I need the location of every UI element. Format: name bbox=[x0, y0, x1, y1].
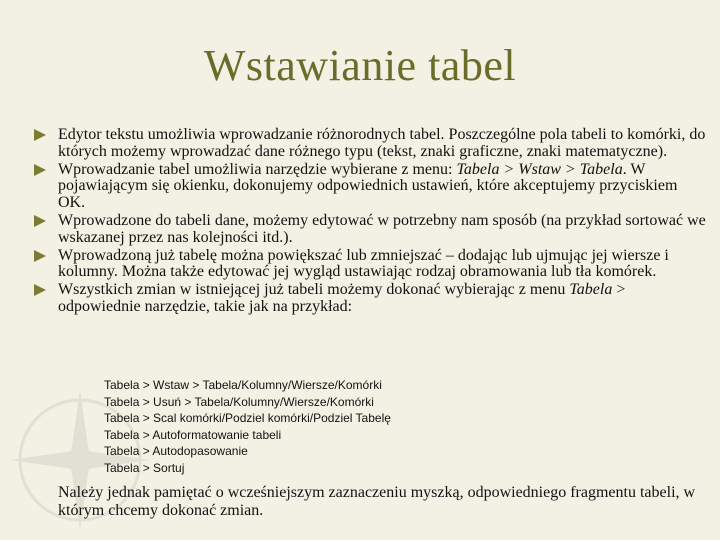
bullet-list bbox=[34, 127, 706, 317]
bullet-text: Wprowadzoną już tabelę można powiększać lub zmniejszać – dodając lub ujmując jej wiersze i kolumny. Można także edytować jej wygląd ustawiając rodzaj obramowania lub tła komórek. bbox=[58, 246, 669, 281]
menu-path: Tabela bbox=[569, 281, 613, 299]
triangle-bullet-icon bbox=[34, 215, 46, 227]
triangle-bullet-icon bbox=[34, 129, 46, 141]
menu-example-item: Tabela > Usuń > Tabela/Kolumny/Wiersze/Komórki bbox=[104, 394, 374, 409]
menu-example-item: Tabela > Wstaw > Tabela/Kolumny/Wiersze/Komórki bbox=[104, 378, 382, 392]
triangle-bullet-icon bbox=[34, 250, 46, 262]
menu-path: Tabela > Wstaw > Tabela bbox=[456, 160, 623, 178]
bullet-text: > odpowiednie narzędzie, takie jak na przykład: bbox=[58, 281, 626, 315]
bullet-text: Edytor tekstu umożliwia wprowadzanie różnorodnych tabel. Poszczególne pola tabeli to komórki, do których możemy wprowadzać dane różnego typu (tekst, znaki graficzne, znaki matematyczne). bbox=[58, 126, 706, 160]
menu-example-item: Tabela > Autoformatowanie tabeli bbox=[104, 427, 282, 442]
bullet-text: . W pojawiającym się okienku, dokonujemy odpowiednich ustawień, które akceptujemy przyciskiem OK. bbox=[58, 160, 678, 212]
bullet-text: Wszystkich zmian w istniejącej już tabeli możemy dokonać wybierając z menu bbox=[58, 281, 570, 299]
triangle-bullet-icon bbox=[34, 284, 46, 296]
bullet-text: Wprowadzanie tabel umożliwia narzędzie wybierane z menu: bbox=[58, 160, 457, 178]
bullet-item bbox=[34, 162, 706, 212]
triangle-bullet-icon bbox=[34, 164, 46, 176]
bullet-item bbox=[34, 248, 706, 282]
closing-text: Należy jednak pamiętać o wcześniejszym zaznaczeniu myszką, odpowiedniego fragmentu tabeli, w którym chcemy dokonać zmian. bbox=[58, 484, 696, 519]
bullet-item bbox=[34, 127, 706, 161]
menu-example-item: Tabela > Sortuj bbox=[104, 460, 185, 475]
bullet-item bbox=[34, 282, 706, 316]
menu-example-item: Tabela > Scal komórki/Podziel komórki/Podziel Tabelę bbox=[104, 411, 391, 425]
bullet-item bbox=[34, 213, 706, 247]
menu-example-list bbox=[104, 377, 391, 476]
bullet-text: Wprowadzone do tabeli dane, możemy edytować w potrzebny nam sposób (na przykład sortować we wskazanej przez nas kolejności itd.). bbox=[58, 211, 706, 246]
menu-example-item: Tabela > Autodopasowanie bbox=[104, 444, 248, 458]
slide-title: Wstawianie tabel bbox=[203, 41, 517, 90]
